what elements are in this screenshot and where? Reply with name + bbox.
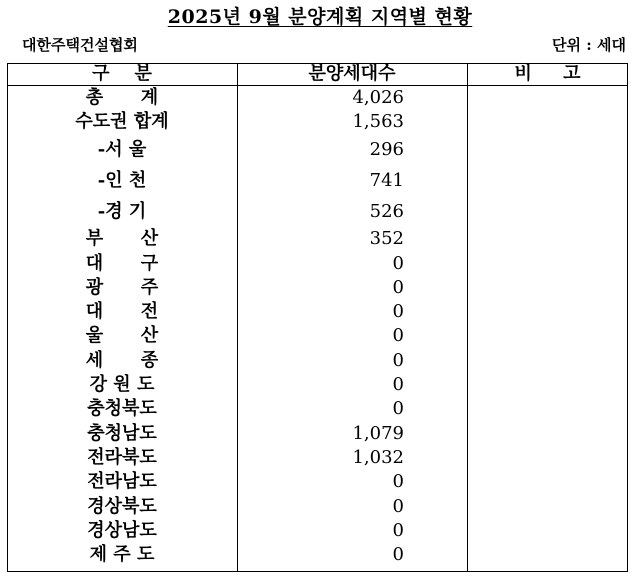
row-value: 0	[392, 544, 404, 566]
table-row	[7, 519, 628, 543]
row-value: 296	[369, 138, 404, 160]
header-category: 구 분	[7, 63, 237, 86]
table-row	[7, 196, 628, 227]
table-row	[7, 373, 628, 397]
row-value: 4,026	[352, 86, 404, 108]
organization-name: 대한주택건설협회	[22, 36, 138, 54]
row-name: 전라북도	[87, 446, 157, 468]
header-units: 분양세대수	[237, 63, 467, 86]
table-row	[7, 397, 628, 421]
row-value: 1,563	[352, 110, 404, 132]
row-name: 대 구	[85, 252, 159, 274]
row-value: 1,032	[352, 446, 404, 468]
row-value: 526	[369, 200, 404, 222]
table-row	[7, 349, 628, 373]
table-row	[7, 110, 628, 134]
row-value: 0	[392, 276, 404, 298]
row-value: 0	[392, 495, 404, 517]
table-row	[7, 446, 628, 470]
row-note	[467, 397, 628, 421]
row-value: 0	[392, 325, 404, 347]
row-value: 741	[369, 169, 404, 191]
table-row	[7, 276, 628, 300]
unit-label: 단위 : 세대	[552, 36, 626, 54]
row-value: 0	[392, 374, 404, 396]
row-note	[467, 349, 628, 373]
row-note	[467, 86, 628, 110]
row-name: 경상북도	[87, 495, 157, 517]
row-name: 전라남도	[87, 471, 157, 493]
row-note	[467, 421, 628, 445]
row-name: 울 산	[85, 325, 159, 347]
column-divider	[237, 63, 238, 572]
row-name: 부 산	[85, 228, 159, 250]
row-note	[467, 227, 628, 251]
row-name: 광 주	[85, 276, 159, 298]
row-name: 수도권 합계	[75, 110, 169, 132]
table-row	[7, 470, 628, 494]
row-name: 총 계	[85, 86, 159, 108]
row-note	[467, 543, 628, 567]
header-note: 비 고	[467, 63, 628, 86]
page-title	[0, 2, 640, 29]
row-name: 세 종	[85, 349, 159, 371]
row-value: 0	[392, 398, 404, 420]
row-name: 대 전	[85, 301, 159, 323]
row-name: -서 울	[97, 138, 147, 160]
row-note	[467, 300, 628, 324]
table-row	[7, 86, 628, 110]
table-row	[7, 421, 628, 445]
table-row	[7, 227, 628, 251]
row-value: 0	[392, 301, 404, 323]
row-name: -인 천	[97, 169, 147, 191]
table-row	[7, 494, 628, 518]
row-note	[467, 446, 628, 470]
row-name: -경 기	[97, 200, 147, 222]
table-row	[7, 543, 628, 567]
row-value: 0	[392, 349, 404, 371]
row-note	[467, 165, 628, 196]
row-note	[467, 324, 628, 348]
row-value: 0	[392, 252, 404, 274]
row-note	[467, 519, 628, 543]
row-note	[467, 196, 628, 227]
row-name: 경상남도	[87, 519, 157, 541]
row-value: 0	[392, 519, 404, 541]
table-row	[7, 300, 628, 324]
row-name: 충청남도	[87, 422, 157, 444]
table-row	[7, 324, 628, 348]
row-note	[467, 276, 628, 300]
table-row	[7, 134, 628, 165]
row-note	[467, 494, 628, 518]
row-note	[467, 110, 628, 134]
region-plan-table	[7, 63, 628, 567]
table-row	[7, 165, 628, 196]
row-note	[467, 373, 628, 397]
column-divider	[467, 63, 468, 572]
table-row	[7, 251, 628, 275]
row-value: 0	[392, 471, 404, 493]
page-title-text: 2025년 9월 분양계획 지역별 현황	[167, 6, 473, 28]
row-value: 1,079	[352, 422, 404, 444]
row-name: 충청북도	[87, 398, 157, 420]
row-note	[467, 470, 628, 494]
row-name: 제 주 도	[89, 544, 155, 566]
row-value: 352	[369, 228, 404, 250]
row-name: 강 원 도	[89, 374, 155, 396]
row-note	[467, 134, 628, 165]
row-note	[467, 251, 628, 275]
table-header-row	[7, 63, 628, 86]
